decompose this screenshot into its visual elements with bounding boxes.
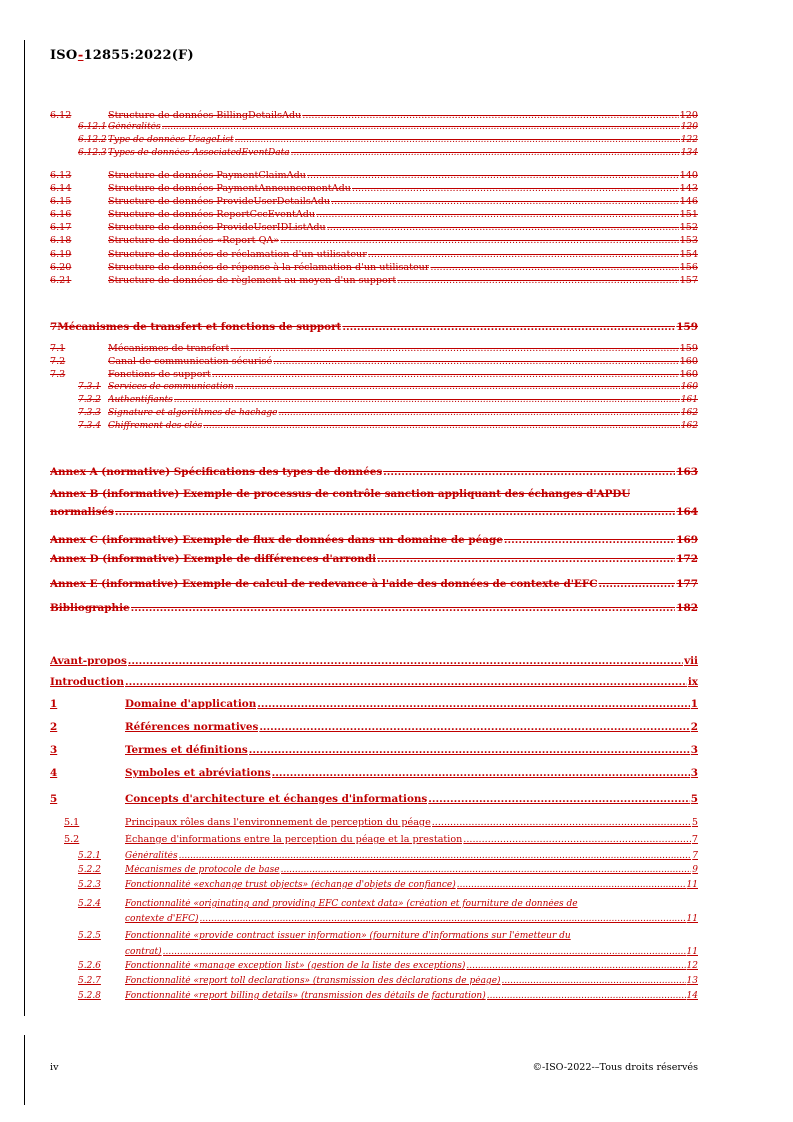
- toc-entry-title: Fonctionnalité «manage exception list» (gestion de la liste des exceptions): [125, 961, 466, 971]
- toc-entry-leader: [235, 382, 680, 392]
- toc-entry-page: 9: [692, 865, 698, 875]
- toc-entry-leader: [397, 275, 678, 286]
- toc-entry-number: 5.2.6: [78, 961, 101, 971]
- toc-entry-page: 160: [680, 382, 698, 392]
- toc-entry-page: ix: [687, 676, 698, 688]
- toc-entry[interactable]: [50, 122, 698, 132]
- toc-entry-title: Structure de données ReportCccEventAdu: [108, 209, 316, 220]
- toc-entry-leader: [162, 122, 680, 132]
- toc-entry-number: 5.2.7: [78, 976, 101, 986]
- toc-entry-title: Canal de communication sécurisé: [108, 356, 273, 367]
- toc-entry-page: 13: [686, 976, 698, 986]
- toc-entry-page: 177: [676, 578, 698, 590]
- toc-entry[interactable]: [50, 408, 698, 418]
- toc-entry-number: 6.14: [50, 183, 72, 194]
- toc-entry-page: 11: [686, 880, 698, 890]
- toc-entry-page: 11: [686, 914, 698, 924]
- toc-entry-leader: [342, 321, 675, 333]
- toc-entry-number: 5.2.2: [78, 865, 101, 875]
- toc-entry-number: 4: [50, 767, 58, 779]
- toc-entry-page: 160: [679, 369, 698, 380]
- toc-entry-page: 146: [679, 196, 698, 207]
- toc-entry-number: 6.15: [50, 196, 72, 207]
- toc-entry-number: 5: [50, 793, 58, 805]
- toc-entry-title: contexte d'EFC): [125, 914, 199, 924]
- toc-entry-title: Fonctionnalité «provide contract issuer information» (fourniture d'informations sur l'émetteur du: [125, 931, 571, 941]
- toc-entry-number: 6.18: [50, 235, 72, 246]
- toc-entry[interactable]: [50, 356, 698, 367]
- copyright: ©-ISO-2022-–Tous droits réservés: [532, 1062, 698, 1073]
- toc-entry-leader: [307, 170, 679, 181]
- toc-entry[interactable]: [50, 947, 698, 957]
- toc-entry-leader: [598, 578, 675, 590]
- toc-entry-title: Structure de données «Report QA»: [108, 235, 280, 246]
- toc-entry-leader: [280, 235, 678, 246]
- toc-entry-number: 7.3.3: [78, 408, 101, 418]
- toc-entry-leader: [115, 506, 675, 518]
- toc-entry-page: 3: [690, 744, 698, 756]
- toc-entry-title: Structure de données de règlement au moyen d'un support: [108, 275, 397, 286]
- toc-entry-leader: [131, 602, 676, 614]
- toc-entry[interactable]: [50, 602, 698, 614]
- toc-entry-page: 14: [686, 991, 698, 1001]
- toc-entry-page: 134: [680, 148, 698, 158]
- toc-entry[interactable]: [50, 931, 698, 941]
- toc-entry-number: 6.12.3: [78, 148, 107, 158]
- toc-entry-page: 151: [679, 209, 698, 220]
- toc-entry-title: Annex A (normative) Spécifications des types de données: [50, 466, 383, 478]
- toc-entry-title: Structure de données ProvideUserDetailsAdu: [108, 196, 331, 207]
- toc-entry-page: 162: [680, 408, 698, 418]
- toc-entry-number: 5.2: [64, 834, 80, 845]
- toc-entry-leader: [203, 421, 680, 431]
- toc-entry[interactable]: [50, 135, 698, 145]
- toc-entry-title: Symboles et abréviations: [125, 767, 271, 779]
- toc-entry-title: contrat): [125, 947, 162, 957]
- toc-entry-page: 143: [679, 183, 698, 194]
- toc-entry[interactable]: [50, 369, 698, 380]
- toc-entry-number: 6.21: [50, 275, 72, 286]
- toc-entry-number: 6.19: [50, 249, 72, 260]
- toc-entry[interactable]: [50, 148, 698, 158]
- toc-entry-number: 6.20: [50, 262, 72, 273]
- toc-entry-page: 120: [680, 122, 698, 132]
- toc-entry-page: 160: [679, 356, 698, 367]
- toc-entry[interactable]: [50, 262, 698, 273]
- toc-entry-title: Structure de données de réclamation d'un utilisateur: [108, 249, 367, 260]
- toc-entry[interactable]: [50, 110, 698, 121]
- toc-entry-title: Introduction: [50, 676, 124, 688]
- toc-entry-number: 6.16: [50, 209, 72, 220]
- toc-entry-page: 12: [686, 961, 698, 971]
- toc-entry-number: 6.12.2: [78, 135, 107, 145]
- toc-entry-page: 164: [676, 506, 698, 518]
- toc-entry-title: Concepts d'architecture et échanges d'informations: [125, 793, 428, 805]
- toc-entry-leader: [504, 534, 675, 546]
- toc-entry-page: 159: [676, 321, 698, 333]
- toc-entry[interactable]: [50, 170, 698, 181]
- toc-entry-page: 1: [690, 698, 698, 710]
- toc-entry-title: Fonctionnalité «exchange trust objects» (échange d'objets de confiance): [125, 880, 456, 890]
- toc-entry-page: vii: [684, 655, 698, 667]
- toc-entry-number: 7.3.4: [78, 421, 101, 431]
- toc-entry[interactable]: [50, 698, 698, 710]
- toc-entry[interactable]: [50, 488, 698, 500]
- toc-entry[interactable]: [50, 767, 698, 779]
- toc-entry-number: 7.3.2: [78, 395, 101, 405]
- toc-entry-title: Termes et définitions: [125, 744, 248, 756]
- toc-entry-title: Types de données AssociatedEventData: [108, 148, 290, 158]
- toc-entry-page: 120: [679, 110, 698, 121]
- toc-entry-title: Mécanismes de transfert et fonctions de support: [57, 321, 342, 333]
- toc-entry-number: 7.2: [50, 356, 66, 367]
- toc-entry[interactable]: [50, 676, 698, 688]
- toc-entry[interactable]: [50, 343, 698, 354]
- toc-entry-title: Généralités: [108, 122, 161, 132]
- toc-entry-number: 7.1: [50, 343, 66, 354]
- toc-entry-title: Annex D (informative) Exemple de différences d'arrondi: [50, 553, 377, 565]
- toc-entry-title: Fonctions de support: [108, 369, 211, 380]
- toc-entry-title: Structure de données ProvideUserIDListAdu: [108, 222, 326, 233]
- toc-entry[interactable]: [50, 395, 698, 405]
- toc-entry-title: Fonctionnalité «report toll declarations» (transmission des déclarations de péage): [125, 976, 501, 986]
- toc-entry-page: 157: [679, 275, 698, 286]
- toc-entry[interactable]: [50, 655, 698, 667]
- toc-entry[interactable]: [50, 991, 698, 1001]
- toc-entry-title: Structure de données PaymentClaimAdu: [108, 170, 306, 181]
- toc-entry[interactable]: [50, 834, 698, 845]
- toc-entry-number: 5.2.4: [78, 899, 101, 909]
- toc-entry-page: 7: [692, 851, 698, 861]
- toc-entry-leader: [257, 698, 689, 710]
- toc-entry-leader: [230, 343, 678, 354]
- toc-entry-title: Fonctionnalité «report billing details» (transmission des détails de facturation): [125, 991, 486, 1001]
- toc-entry-leader: [174, 395, 680, 405]
- toc-entry-number: 6.12: [50, 110, 72, 121]
- toc-entry[interactable]: [50, 793, 698, 805]
- toc-entry-number: 7.3: [50, 369, 66, 380]
- toc-entry-title: Échange d'informations entre la perception du péage et la prestation: [125, 834, 463, 845]
- header-rest: 12855:2022(F): [83, 48, 194, 63]
- toc-entry-leader: [272, 767, 690, 779]
- toc-entry[interactable]: [50, 183, 698, 194]
- toc-entry-leader: [383, 466, 675, 478]
- toc-entry[interactable]: [50, 466, 698, 478]
- toc-entry-title: Généralités: [125, 851, 178, 861]
- toc-entry-leader: [316, 209, 679, 220]
- toc-entry-number: 5.2.3: [78, 880, 101, 890]
- toc-entry-title: Signature et algorithmes de hachage: [108, 408, 278, 418]
- toc-entry-leader: [432, 817, 691, 828]
- toc-entry-title: Références normatives: [125, 721, 259, 733]
- toc-entry-title: Annex B (informative) Exemple de processus de contrôle sanction appliquant des échanges d'APDU: [50, 488, 631, 500]
- toc-entry-number: 7.3.1: [78, 382, 101, 392]
- toc-entry-title: Principaux rôles dans l'environnement de perception du péage: [125, 817, 431, 828]
- toc-entry-leader: [163, 947, 686, 957]
- toc-entry-page: 152: [679, 222, 698, 233]
- toc-entry-leader: [249, 744, 690, 756]
- toc-entry-leader: [428, 793, 689, 805]
- toc-entry-leader: [302, 110, 678, 121]
- toc-entry-leader: [430, 262, 678, 273]
- toc-entry-page: 5: [691, 817, 698, 828]
- toc-entry-page: 11: [686, 947, 698, 957]
- toc-entry[interactable]: [50, 534, 698, 546]
- toc-entry-page: 182: [676, 602, 698, 614]
- table-of-contents: [50, 0, 698, 1122]
- toc-entry[interactable]: [50, 880, 698, 890]
- toc-entry-title: Annex C (informative) Exemple de flux de données dans un domaine de péage: [50, 534, 503, 546]
- toc-entry[interactable]: [50, 421, 698, 431]
- toc-entry-page: 172: [676, 553, 698, 565]
- toc-entry-leader: [331, 196, 679, 207]
- toc-entry-page: 162: [680, 421, 698, 431]
- toc-entry[interactable]: [50, 222, 698, 233]
- toc-entry-leader: [463, 834, 691, 845]
- toc-entry[interactable]: [50, 235, 698, 246]
- toc-entry-leader: [273, 356, 679, 367]
- toc-entry[interactable]: [50, 249, 698, 260]
- toc-entry-number: 5.2.1: [78, 851, 101, 861]
- toc-entry-leader: [377, 553, 675, 565]
- toc-entry-title: Mécanismes de protocole de base: [125, 865, 280, 875]
- revision-bar-top: [24, 40, 25, 1016]
- toc-entry-title: Structure de données PaymentAnnouncementAdu: [108, 183, 351, 194]
- toc-entry-number: 6.17: [50, 222, 72, 233]
- toc-entry[interactable]: [50, 976, 698, 986]
- toc-entry-number: 1: [50, 698, 58, 710]
- toc-entry-number: 5.1: [64, 817, 80, 828]
- toc-entry-leader: [281, 865, 692, 875]
- page-number: iv: [50, 1062, 59, 1073]
- toc-entry-leader: [235, 135, 680, 145]
- toc-entry-page: 161: [680, 395, 698, 405]
- toc-entry-title: Domaine d'application: [125, 698, 257, 710]
- toc-entry-number: 6.13: [50, 170, 72, 181]
- toc-entry-leader: [259, 721, 689, 733]
- toc-entry[interactable]: [50, 578, 698, 590]
- toc-entry-leader: [179, 851, 692, 861]
- toc-entry-title: Structure de données BillingDetailsAdu: [108, 110, 302, 121]
- toc-entry[interactable]: [50, 382, 698, 392]
- toc-entry-page: 5: [690, 793, 698, 805]
- toc-entry-page: 140: [679, 170, 698, 181]
- toc-entry-page: 122: [680, 135, 698, 145]
- toc-entry-page: 154: [679, 249, 698, 260]
- toc-entry-number: 3: [50, 744, 58, 756]
- toc-entry[interactable]: [50, 865, 698, 875]
- toc-entry-title: Mécanismes de transfert: [108, 343, 230, 354]
- toc-entry[interactable]: [50, 744, 698, 756]
- toc-entry-title: normalisés: [50, 506, 114, 518]
- toc-entry-title: Authentifiants: [108, 395, 173, 405]
- toc-entry-page: 153: [679, 235, 698, 246]
- toc-entry-leader: [502, 976, 686, 986]
- toc-entry-title: Annex E (informative) Exemple de calcul de redevance à l'aide des données de contexte d'EFC: [50, 578, 598, 590]
- toc-entry-leader: [278, 408, 679, 418]
- toc-entry-number: 5.2.5: [78, 931, 101, 941]
- toc-entry-leader: [368, 249, 679, 260]
- toc-entry[interactable]: [50, 553, 698, 565]
- toc-entry-leader: [128, 655, 683, 667]
- toc-entry-title: Structure de données de réponse à la réclamation d'un utilisateur: [108, 262, 430, 273]
- toc-entry[interactable]: [50, 506, 698, 518]
- header-sep: -: [77, 48, 84, 63]
- toc-entry[interactable]: [50, 321, 698, 333]
- toc-entry[interactable]: [50, 275, 698, 286]
- toc-entry[interactable]: [50, 961, 698, 971]
- header-prefix: ISO: [50, 48, 78, 63]
- toc-entry-number: 2: [50, 721, 58, 733]
- toc-entry-title: Bibliographie: [50, 602, 130, 614]
- toc-entry-page: 7: [691, 834, 698, 845]
- toc-entry-page: 159: [679, 343, 698, 354]
- toc-entry[interactable]: [50, 196, 698, 207]
- toc-entry-leader: [457, 880, 686, 890]
- toc-entry-page: 3: [690, 767, 698, 779]
- toc-entry[interactable]: [50, 899, 698, 909]
- toc-entry-page: 163: [676, 466, 698, 478]
- toc-entry-leader: [466, 961, 685, 971]
- toc-entry[interactable]: [50, 721, 698, 733]
- toc-entry-leader: [125, 676, 687, 688]
- toc-entry-title: Services de communication: [108, 382, 234, 392]
- toc-entry[interactable]: [50, 914, 698, 924]
- toc-entry-leader: [212, 369, 679, 380]
- toc-entry-leader: [487, 991, 686, 1001]
- revision-bar-bottom: [24, 1035, 25, 1105]
- toc-entry-leader: [352, 183, 679, 194]
- toc-entry-leader: [200, 914, 686, 924]
- toc-entry-title: Chiffrement des clés: [108, 421, 203, 431]
- toc-entry-number: 5.2.8: [78, 991, 101, 1001]
- toc-entry[interactable]: [50, 851, 698, 861]
- toc-entry-number: 7: [50, 321, 58, 333]
- toc-entry[interactable]: [50, 817, 698, 828]
- toc-entry[interactable]: [50, 209, 698, 220]
- toc-entry-leader: [327, 222, 679, 233]
- toc-entry-page: 169: [676, 534, 698, 546]
- toc-entry-leader: [291, 148, 680, 158]
- toc-entry-title: Fonctionnalité «originating and providing EFC context data» (création et fourniture de données de: [125, 899, 578, 909]
- toc-entry-page: 2: [690, 721, 698, 733]
- toc-entry-page: 156: [679, 262, 698, 273]
- toc-entry-title: Avant-propos: [50, 655, 127, 667]
- toc-entry-title: Type de données UsageList: [108, 135, 234, 145]
- toc-entry-number: 6.12.1: [78, 122, 107, 132]
